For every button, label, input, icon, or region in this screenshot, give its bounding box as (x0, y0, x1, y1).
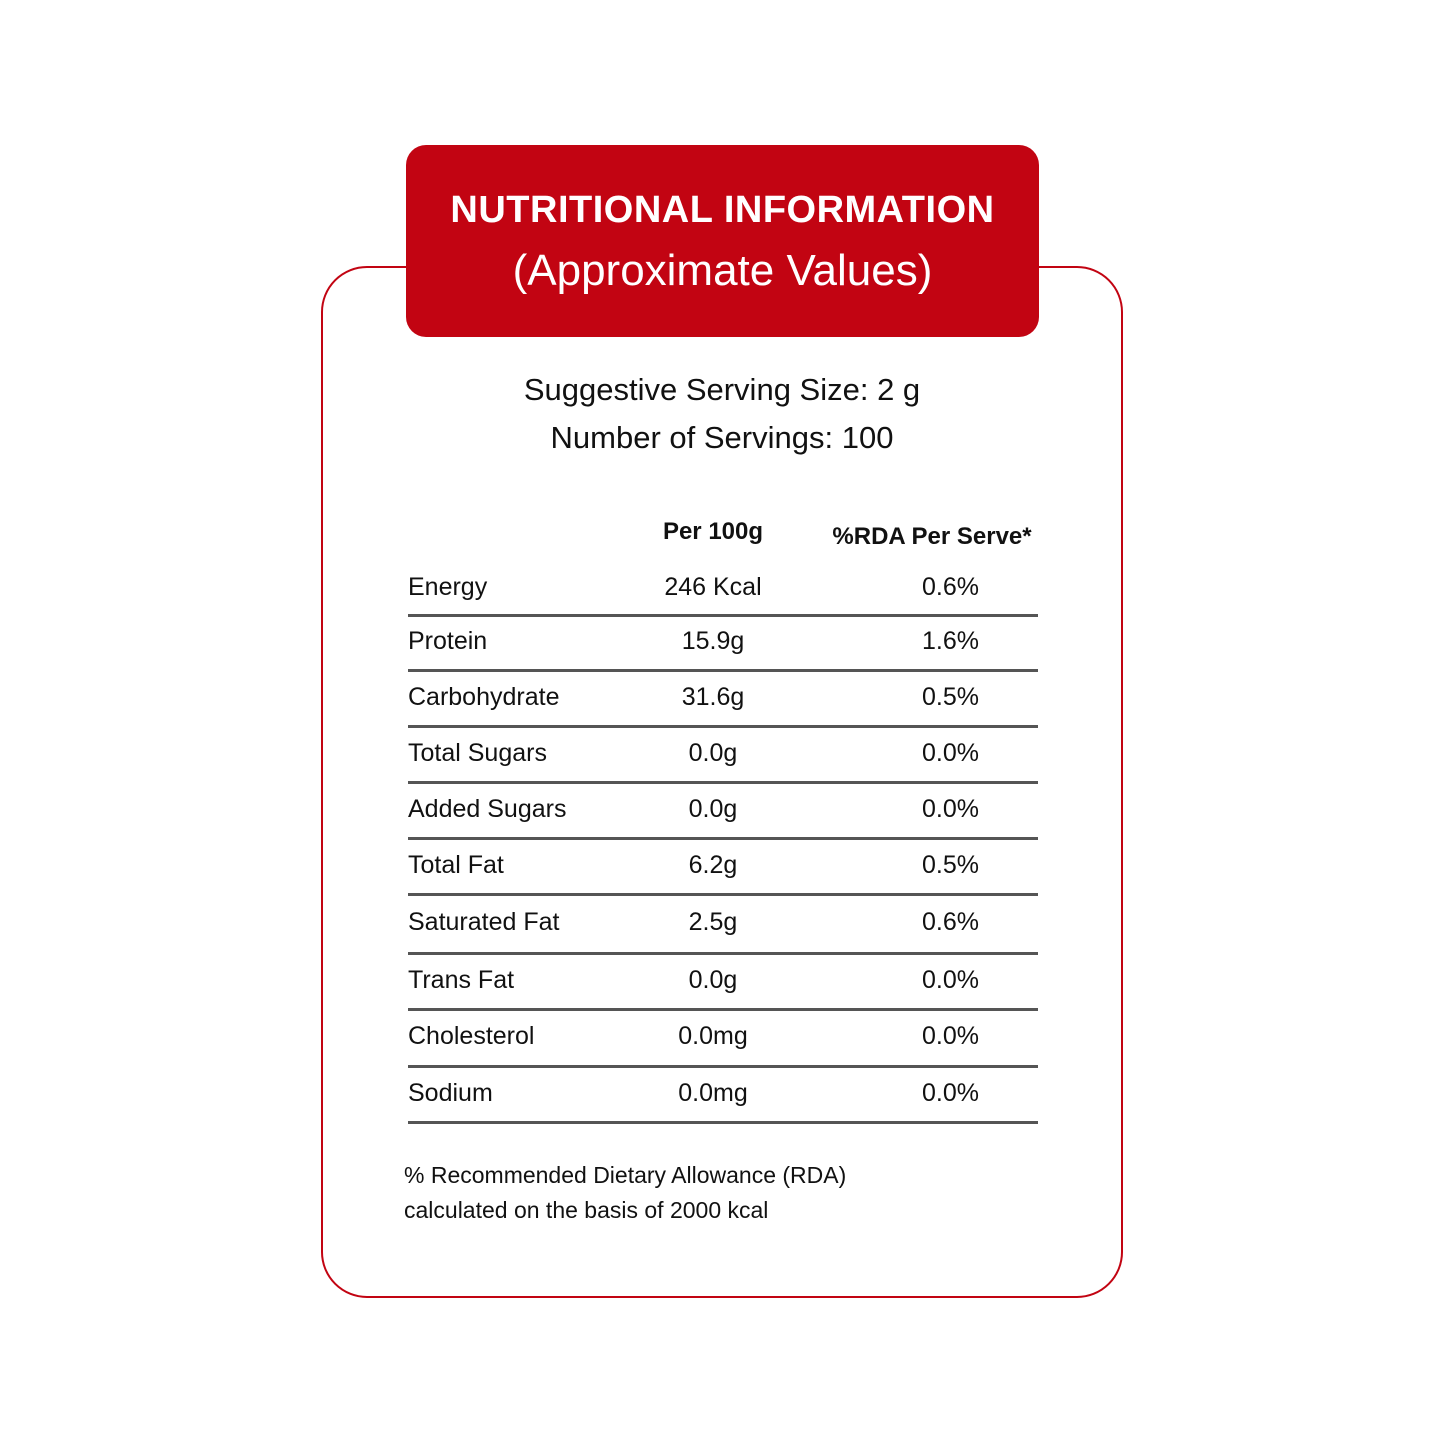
serving-count: Number of Servings: 100 (550, 420, 894, 455)
rda-value: 0.0% (922, 1022, 979, 1050)
per-100g-value: 15.9g (681, 627, 745, 655)
rda-value: 0.6% (922, 908, 979, 936)
rda-value: 0.6% (922, 572, 979, 601)
per-100g-value: 0.0mg (678, 1022, 748, 1050)
footnote-line1: % Recommended Dietary Allowance (RDA) (404, 1162, 847, 1188)
header-banner (406, 145, 1039, 337)
nutrient-name: Carbohydrate (408, 682, 560, 711)
serving-info (321, 366, 1123, 462)
nutrient-name: Energy (408, 572, 488, 601)
table-row (408, 1011, 1038, 1068)
table-row (408, 784, 1038, 840)
table-row (408, 617, 1038, 672)
nutrient-name: Sodium (408, 1078, 493, 1107)
nutrient-name: Trans Fat (408, 965, 515, 994)
per-100g-value: 6.2g (688, 850, 738, 879)
column-header-rda: %RDA Per Serve* (832, 523, 1032, 550)
rda-value: 0.0% (922, 965, 979, 994)
per-100g-value: 2.5g (688, 908, 738, 936)
table-row (408, 896, 1038, 955)
header-subtitle: (Approximate Values) (512, 246, 933, 295)
table-row (408, 728, 1038, 784)
footnote (404, 1158, 846, 1228)
footnote-line2: calculated on the basis of 2000 kcal (404, 1197, 769, 1223)
nutrient-name: Total Fat (408, 850, 504, 879)
nutrient-name: Protein (408, 627, 488, 655)
column-header-per100g: Per 100g (662, 518, 764, 545)
rda-value: 0.5% (922, 850, 979, 879)
per-100g-value: 0.0g (688, 738, 738, 767)
rda-value: 0.5% (922, 682, 979, 711)
serving-size: Suggestive Serving Size: 2 g (523, 372, 921, 407)
per-100g-value: 31.6g (681, 682, 745, 711)
rda-value: 0.0% (922, 738, 979, 767)
nutrient-name: Total Sugars (408, 738, 547, 767)
per-100g-value: 0.0g (688, 794, 738, 823)
table-row (408, 563, 1038, 617)
rda-value: 0.0% (922, 794, 979, 823)
per-100g-value: 0.0mg (678, 1078, 748, 1107)
per-100g-value: 0.0g (688, 965, 738, 994)
rda-value: 1.6% (922, 627, 979, 655)
table-row (408, 1068, 1038, 1124)
table-row (408, 955, 1038, 1011)
nutrient-name: Added Sugars (408, 794, 567, 823)
table-row (408, 672, 1038, 728)
rda-value: 0.0% (922, 1078, 979, 1107)
nutrient-name: Saturated Fat (408, 908, 560, 936)
header-title: NUTRITIONAL INFORMATION (450, 189, 995, 231)
table-row (408, 840, 1038, 896)
nutrient-name: Cholesterol (408, 1022, 535, 1050)
per-100g-value: 246 Kcal (664, 572, 762, 601)
